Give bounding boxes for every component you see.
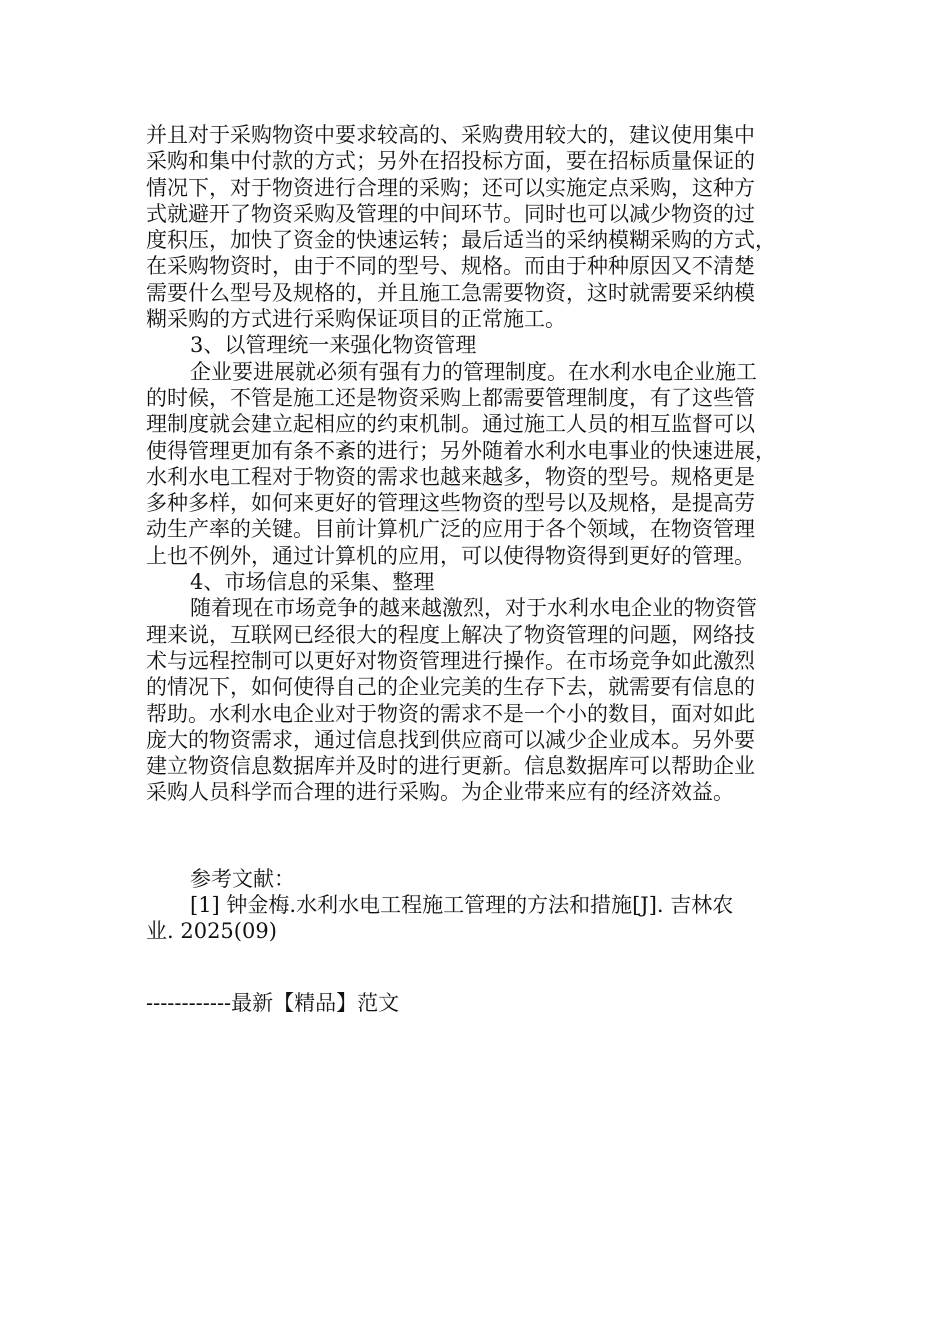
paragraph-line: 式就避开了物资采购及管理的中间环节。同时也可以减少物资的过 xyxy=(146,201,755,226)
paragraph-line: 水利水电工程对于物资的需求也越来越多，物资的型号。规格更是 xyxy=(146,464,755,489)
paragraph-line: 并且对于采购物资中要求较高的、采购费用较大的，建议使用集中 xyxy=(146,123,755,147)
paragraph-line: 庞大的物资需求，通过信息找到供应商可以减少企业成本。另外要 xyxy=(146,727,755,752)
paragraph-line: 度积压，加快了资金的快速运转；最后适当的采纳模糊采购的方式， xyxy=(146,228,776,253)
footer-text: ------------最新【精品】范文 xyxy=(146,990,400,1015)
paragraph-line: 帮助。水利水电企业对于物资的需求不是一个小的数目，面对如此 xyxy=(146,701,755,726)
paragraph-line: 采购人员科学而合理的进行采购。为企业带来应有的经济效益。 xyxy=(146,780,734,805)
document-body xyxy=(146,122,804,1016)
paragraph-line: 情况下，对于物资进行合理的采购；还可以实施定点采购，这种方 xyxy=(146,175,755,200)
references-heading: 参考文献： xyxy=(190,866,295,891)
reference-item-continuation: 业. 2025(09) xyxy=(146,919,277,944)
paragraph-line: 理制度就会建立起相应的约束机制。通过施工人员的相互监督可以 xyxy=(146,412,755,437)
paragraph-line: 糊采购的方式进行采购保证项目的正常施工。 xyxy=(146,307,566,332)
section-heading-4: 4、市场信息的采集、整理 xyxy=(190,570,435,595)
paragraph-line: 企业要进展就必须有强有力的管理制度。在水利水电企业施工 xyxy=(190,359,757,384)
paragraph-line: 采购和集中付款的方式；另外在招投标方面，要在招标质量保证的 xyxy=(146,149,755,174)
paragraph-line: 上也不例外，通过计算机的应用，可以使得物资得到更好的管理。 xyxy=(146,543,755,568)
spacer xyxy=(146,806,804,866)
section-heading-3: 3、以管理统一来强化物资管理 xyxy=(190,333,477,358)
paragraph-line: 的情况下，如何使得自己的企业完美的生存下去，就需要有信息的 xyxy=(146,675,755,700)
spacer xyxy=(146,945,804,990)
paragraph-line: 使得管理更加有条不紊的进行；另外随着水利水电事业的快速进展， xyxy=(146,438,776,463)
paragraph-line: 在采购物资时，由于不同的型号、规格。而由于种种原因又不清楚 xyxy=(146,254,755,279)
paragraph-line: 理来说，互联网已经很大的程度上解决了物资管理的问题，网络技 xyxy=(146,622,755,647)
reference-item: [1] 钟金梅.水利水电工程施工管理的方法和措施[J]. 吉林农 xyxy=(190,893,734,918)
paragraph-line: 随着现在市场竞争的越来越激烈，对于水利水电企业的物资管 xyxy=(190,596,757,621)
paragraph-line: 的时候，不管是施工还是物资采购上都需要管理制度，有了这些管 xyxy=(146,385,755,410)
paragraph-line: 动生产率的关键。目前计算机广泛的应用于各个领域，在物资管理 xyxy=(146,517,755,542)
paragraph-line: 建立物资信息数据库并及时的进行更新。信息数据库可以帮助企业 xyxy=(146,754,755,779)
paragraph-line: 需要什么型号及规格的，并且施工急需要物资，这时就需要采纳模 xyxy=(146,280,755,305)
paragraph-line: 术与远程控制可以更好对物资管理进行操作。在市场竞争如此激烈 xyxy=(146,648,755,673)
paragraph-line: 多种多样，如何来更好的管理这些物资的型号以及规格，是提高劳 xyxy=(146,491,755,516)
